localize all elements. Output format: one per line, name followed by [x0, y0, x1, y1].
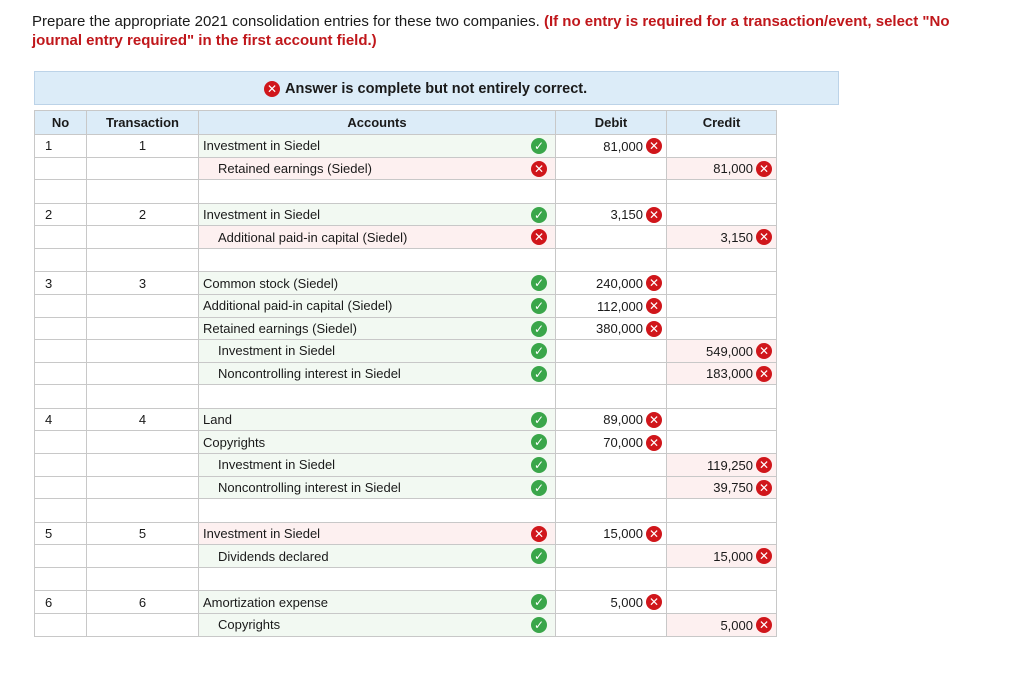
- credit-amount-field[interactable]: [667, 135, 777, 158]
- entry-number: [35, 294, 87, 317]
- credit-amount-field[interactable]: [667, 340, 777, 363]
- table-row: [35, 157, 777, 180]
- debit-amount-field[interactable]: [556, 454, 667, 477]
- debit-amount: 81,000: [603, 138, 643, 154]
- account-select[interactable]: [199, 522, 556, 545]
- empty-cell: [667, 567, 777, 591]
- empty-cell: [667, 180, 777, 204]
- credit-amount-field[interactable]: [667, 203, 777, 226]
- header-transaction: Transaction: [87, 111, 199, 135]
- credit-amount-field[interactable]: [667, 408, 777, 431]
- account-name: Investment in Siedel: [203, 206, 321, 222]
- table-row: [35, 203, 777, 226]
- table-row: [35, 614, 777, 637]
- account-select[interactable]: [199, 408, 556, 431]
- debit-amount: 15,000: [603, 526, 643, 542]
- answer-status-banner: [34, 71, 839, 105]
- entry-number: [35, 340, 87, 363]
- account-name: Additional paid-in capital (Siedel): [203, 298, 393, 314]
- check-circle-icon: ✓: [531, 548, 547, 564]
- table-row: [35, 454, 777, 477]
- empty-cell: [556, 499, 667, 523]
- x-circle-icon: ✕: [646, 207, 662, 223]
- header-debit: Debit: [556, 111, 667, 135]
- empty-cell: [87, 499, 199, 523]
- credit-amount: 15,000: [713, 548, 753, 564]
- credit-amount-field[interactable]: [667, 545, 777, 568]
- credit-amount: 81,000: [713, 161, 753, 177]
- table-header-row: [35, 111, 777, 135]
- x-circle-icon: ✕: [756, 366, 772, 382]
- check-circle-icon: ✓: [531, 207, 547, 223]
- account-select[interactable]: [199, 203, 556, 226]
- table-row: [35, 135, 777, 158]
- account-select[interactable]: [199, 294, 556, 317]
- table-row: [35, 408, 777, 431]
- credit-amount-field[interactable]: [667, 522, 777, 545]
- account-select[interactable]: [199, 362, 556, 385]
- account-name: Copyrights: [203, 434, 266, 450]
- account-select[interactable]: [199, 614, 556, 637]
- debit-amount-field[interactable]: [556, 340, 667, 363]
- debit-amount-field[interactable]: [556, 408, 667, 431]
- x-circle-icon: ✕: [531, 161, 547, 177]
- table-row: [35, 362, 777, 385]
- journal-entry-table: [34, 110, 777, 637]
- empty-cell: [87, 248, 199, 272]
- credit-amount: 39,750: [713, 480, 753, 496]
- empty-cell: [667, 385, 777, 409]
- credit-amount-field[interactable]: [667, 294, 777, 317]
- credit-amount-field[interactable]: [667, 226, 777, 249]
- entry-number: 5: [35, 522, 87, 545]
- x-circle-icon: ✕: [756, 617, 772, 633]
- x-circle-icon: ✕: [646, 138, 662, 154]
- account-name: Copyrights: [218, 617, 281, 633]
- credit-amount-field[interactable]: [667, 272, 777, 295]
- entry-number: 4: [35, 408, 87, 431]
- debit-amount-field[interactable]: [556, 317, 667, 340]
- check-circle-icon: ✓: [531, 412, 547, 428]
- table-row: [35, 340, 777, 363]
- x-circle-icon: ✕: [646, 526, 662, 542]
- entry-number: [35, 226, 87, 249]
- account-select[interactable]: [199, 545, 556, 568]
- credit-amount-field[interactable]: [667, 362, 777, 385]
- credit-amount-field[interactable]: [667, 591, 777, 614]
- empty-cell: [199, 385, 556, 409]
- table-row: [35, 476, 777, 499]
- empty-cell: [199, 499, 556, 523]
- empty-cell: [35, 180, 87, 204]
- header-accounts: Accounts: [199, 111, 556, 135]
- entry-number: 1: [35, 135, 87, 158]
- transaction-number: 6: [87, 591, 199, 614]
- x-circle-icon: ✕: [646, 298, 662, 314]
- account-select[interactable]: [199, 454, 556, 477]
- check-circle-icon: ✓: [531, 343, 547, 359]
- entry-number: [35, 614, 87, 637]
- x-circle-icon: ✕: [646, 594, 662, 610]
- empty-cell: [556, 567, 667, 591]
- entry-number: [35, 431, 87, 454]
- debit-amount-field[interactable]: [556, 614, 667, 637]
- account-name: Noncontrolling interest in Siedel: [218, 479, 401, 495]
- empty-cell: [199, 567, 556, 591]
- account-name: Land: [203, 412, 232, 428]
- debit-amount-field[interactable]: [556, 135, 667, 158]
- debit-amount-field[interactable]: [556, 226, 667, 249]
- account-name: Noncontrolling interest in Siedel: [218, 366, 401, 382]
- question-prompt: [32, 12, 1002, 50]
- entry-number: 6: [35, 591, 87, 614]
- account-name: Investment in Siedel: [203, 138, 321, 154]
- account-select[interactable]: [199, 157, 556, 180]
- spacer-row: [35, 385, 777, 409]
- check-circle-icon: ✓: [531, 366, 547, 382]
- account-name: Additional paid-in capital (Siedel): [218, 229, 408, 245]
- account-select[interactable]: [199, 317, 556, 340]
- table-row: [35, 591, 777, 614]
- credit-amount-field[interactable]: [667, 476, 777, 499]
- account-name: Investment in Siedel: [218, 343, 336, 359]
- account-select[interactable]: [199, 431, 556, 454]
- credit-amount-field[interactable]: [667, 454, 777, 477]
- debit-amount-field[interactable]: [556, 591, 667, 614]
- empty-cell: [35, 499, 87, 523]
- debit-amount-field[interactable]: [556, 294, 667, 317]
- debit-amount: 3,150: [610, 207, 643, 223]
- check-circle-icon: ✓: [531, 617, 547, 633]
- spacer-row: [35, 499, 777, 523]
- account-name: Retained earnings (Siedel): [203, 320, 357, 336]
- x-circle-icon: ✕: [264, 81, 280, 97]
- account-select[interactable]: [199, 476, 556, 499]
- transaction-number: 5: [87, 522, 199, 545]
- entry-number: [35, 454, 87, 477]
- transaction-number: [87, 226, 199, 249]
- x-circle-icon: ✕: [756, 480, 772, 496]
- account-name: Common stock (Siedel): [203, 275, 339, 291]
- credit-amount: 119,250: [706, 457, 753, 473]
- account-name: Retained earnings (Siedel): [218, 160, 372, 176]
- empty-cell: [35, 567, 87, 591]
- debit-amount: 112,000: [596, 298, 643, 314]
- header-no: No: [35, 111, 87, 135]
- debit-amount-field[interactable]: [556, 362, 667, 385]
- transaction-number: [87, 340, 199, 363]
- x-circle-icon: ✕: [756, 457, 772, 473]
- transaction-number: [87, 614, 199, 637]
- transaction-number: 4: [87, 408, 199, 431]
- empty-cell: [35, 248, 87, 272]
- debit-amount: 380,000: [596, 321, 643, 337]
- empty-cell: [199, 180, 556, 204]
- credit-amount-field[interactable]: [667, 614, 777, 637]
- check-circle-icon: ✓: [531, 434, 547, 450]
- x-circle-icon: ✕: [646, 435, 662, 451]
- debit-amount: 89,000: [603, 412, 643, 428]
- empty-cell: [87, 180, 199, 204]
- debit-amount-field[interactable]: [556, 545, 667, 568]
- empty-cell: [35, 385, 87, 409]
- empty-cell: [667, 499, 777, 523]
- entry-number: 3: [35, 272, 87, 295]
- credit-amount: 5,000: [720, 617, 753, 633]
- debit-amount: 5,000: [610, 594, 643, 610]
- entry-number: 2: [35, 203, 87, 226]
- x-circle-icon: ✕: [756, 229, 772, 245]
- transaction-number: 3: [87, 272, 199, 295]
- transaction-number: [87, 157, 199, 180]
- credit-amount-field[interactable]: [667, 157, 777, 180]
- check-circle-icon: ✓: [531, 457, 547, 473]
- x-circle-icon: ✕: [646, 412, 662, 428]
- entry-number: [35, 362, 87, 385]
- credit-amount-field[interactable]: [667, 431, 777, 454]
- account-name: Investment in Siedel: [203, 526, 321, 542]
- check-circle-icon: ✓: [531, 275, 547, 291]
- x-circle-icon: ✕: [646, 275, 662, 291]
- table-row: [35, 522, 777, 545]
- check-circle-icon: ✓: [531, 480, 547, 496]
- check-circle-icon: ✓: [531, 321, 547, 337]
- debit-amount-field[interactable]: [556, 272, 667, 295]
- empty-cell: [556, 385, 667, 409]
- account-select[interactable]: [199, 135, 556, 158]
- account-name: Dividends declared: [218, 548, 329, 564]
- credit-amount: 183,000: [706, 366, 753, 382]
- empty-cell: [87, 567, 199, 591]
- journal-entry-rows: [35, 135, 777, 637]
- x-circle-icon: ✕: [756, 161, 772, 177]
- check-circle-icon: ✓: [531, 138, 547, 154]
- entry-number: [35, 317, 87, 340]
- check-circle-icon: ✓: [531, 298, 547, 314]
- answer-status-text: Answer is complete but not entirely correct.: [285, 81, 588, 97]
- debit-amount-field[interactable]: [556, 431, 667, 454]
- credit-amount: 549,000: [706, 343, 753, 359]
- entry-number: [35, 157, 87, 180]
- empty-cell: [556, 248, 667, 272]
- transaction-number: [87, 317, 199, 340]
- credit-amount-field[interactable]: [667, 317, 777, 340]
- account-select[interactable]: [199, 226, 556, 249]
- x-circle-icon: ✕: [756, 343, 772, 359]
- transaction-number: [87, 545, 199, 568]
- transaction-number: [87, 362, 199, 385]
- empty-cell: [556, 180, 667, 204]
- debit-amount: 70,000: [603, 435, 643, 451]
- x-circle-icon: ✕: [756, 548, 772, 564]
- table-row: [35, 545, 777, 568]
- empty-cell: [87, 385, 199, 409]
- x-circle-icon: ✕: [531, 526, 547, 542]
- spacer-row: [35, 180, 777, 204]
- table-row: [35, 226, 777, 249]
- header-credit: Credit: [667, 111, 777, 135]
- empty-cell: [199, 248, 556, 272]
- entry-number: [35, 476, 87, 499]
- question-note: (If no entry is required for a transaction/event, select "No journal entry required" in the first account field.): [32, 13, 950, 49]
- table-row: [35, 294, 777, 317]
- account-name: Amortization expense: [203, 594, 329, 610]
- spacer-row: [35, 248, 777, 272]
- transaction-number: 2: [87, 203, 199, 226]
- transaction-number: [87, 476, 199, 499]
- transaction-number: [87, 294, 199, 317]
- question-instruction: Prepare the appropriate 2021 consolidation entries for these two companies.: [32, 13, 540, 30]
- check-circle-icon: ✓: [531, 594, 547, 610]
- x-circle-icon: ✕: [646, 321, 662, 337]
- account-select[interactable]: [199, 272, 556, 295]
- transaction-number: [87, 431, 199, 454]
- transaction-number: [87, 454, 199, 477]
- table-row: [35, 431, 777, 454]
- spacer-row: [35, 567, 777, 591]
- table-row: [35, 317, 777, 340]
- debit-amount: 240,000: [596, 275, 643, 291]
- table-row: [35, 272, 777, 295]
- debit-amount-field[interactable]: [556, 203, 667, 226]
- account-name: Investment in Siedel: [218, 457, 336, 473]
- transaction-number: 1: [87, 135, 199, 158]
- debit-amount-field[interactable]: [556, 476, 667, 499]
- debit-amount-field[interactable]: [556, 522, 667, 545]
- entry-number: [35, 545, 87, 568]
- account-select[interactable]: [199, 340, 556, 363]
- debit-amount-field[interactable]: [556, 157, 667, 180]
- empty-cell: [667, 248, 777, 272]
- x-circle-icon: ✕: [531, 229, 547, 245]
- account-select[interactable]: [199, 591, 556, 614]
- credit-amount: 3,150: [720, 229, 753, 245]
